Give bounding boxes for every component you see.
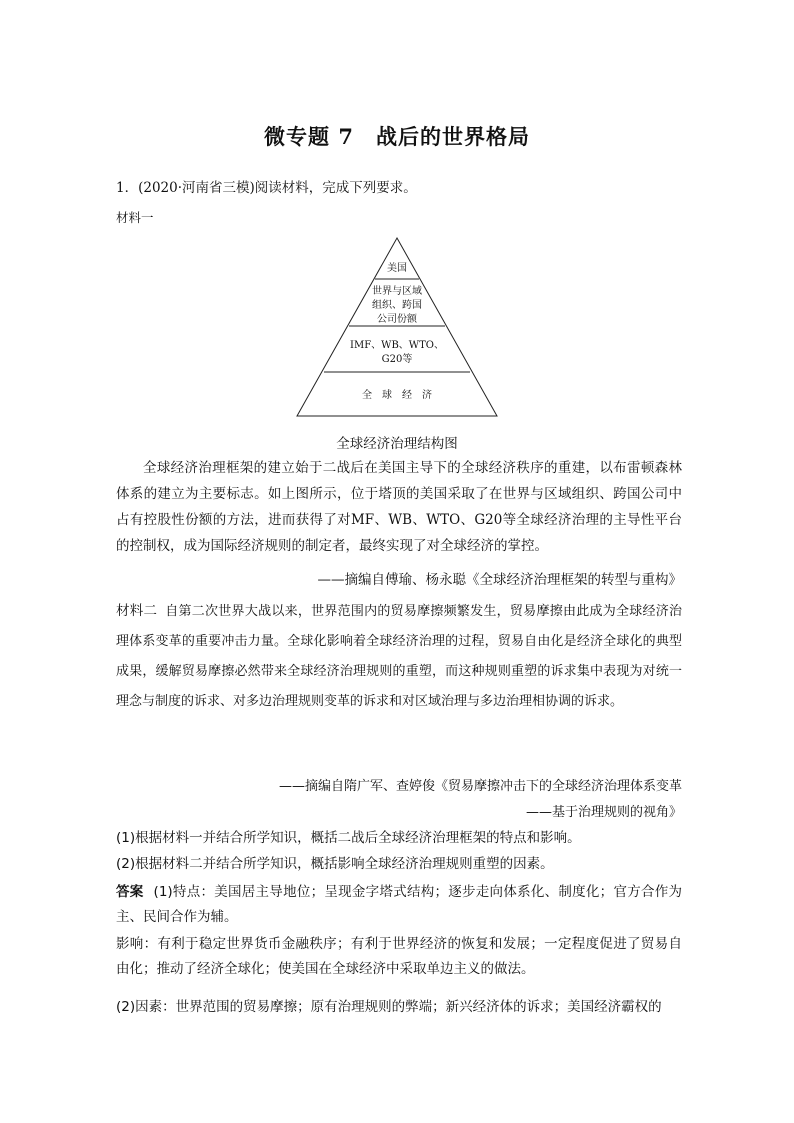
answer-label: 答案 (116, 884, 144, 900)
source2-citation-line1: ——摘编自隋广军、查婷俊《贸易摩擦冲击下的全球经济治理体系变革 (278, 779, 682, 794)
question-intro: 1．(2020·河南省三模)阅读材料，完成下列要求。 (116, 180, 417, 196)
answer-1-text: (1)特点：美国居主导地位；呈现金字塔式结构；逐步走向体系化、制度化；官方合作为主、民间合作为辅。 (116, 884, 683, 925)
tier-second-text-2: 组织、跨国 (372, 300, 422, 311)
question-2: (2)根据材料二并结合所学知识，概括影响全球经济治理规则重塑的因素。 (116, 856, 554, 872)
tier-third-text-1: IMF、WB、WTO、 (350, 340, 444, 351)
tier-second-text-1: 世界与区域 (372, 286, 422, 297)
tier-second-text-3: 公司份额 (377, 314, 417, 325)
material1-label: 材料一 (116, 210, 154, 225)
material2-block (116, 596, 682, 717)
material2-label: 材料二 (116, 603, 158, 619)
figure-caption: 全球经济治理结构图 (336, 436, 458, 452)
answer-1-impact: 影响：有利于稳定世界货币金融秩序；有利于世界经济的恢复和发展；一定程度促进了贸易自由化；推动了经济全球化；使美国在全球经济中采取单边主义的做法。 (116, 936, 682, 977)
source1-citation: ——摘编自傅瑜、杨永聪《全球经济治理框架的转型与重构》 (317, 572, 682, 588)
answer-1 (116, 880, 682, 930)
pyramid-diagram (295, 236, 499, 418)
tier-base-text: 全 球 经 济 (362, 390, 432, 401)
tier-third-text-2: G20等 (381, 354, 413, 365)
source2-citation-line2: ——基于治理规则的视角》 (525, 805, 682, 820)
tier-top-text: 美国 (387, 263, 407, 274)
question-1: (1)根据材料一并结合所学知识，概括二战后全球经济治理框架的特点和影响。 (116, 830, 581, 846)
material2-paragraph: 自第二次世界大战以来，世界范围内的贸易摩擦频繁发生，贸易摩擦由此成为全球经济治理体系变革的重要冲击力量。全球化影响着全球经济治理的过程，贸易自由化是经济全球化的典型成果，缓解贸易摩擦必然带来全球经济治理规则的重塑，而这种规则重塑的诉求集中表现为对统一理念与制度的诉求、对多边治理规则变革的诉求和对区域治理与多边治理相协调的诉求。 (116, 604, 682, 709)
answer-2: (2)因素：世界范围的贸易摩擦；原有治理规则的弊端；新兴经济体的诉求；美国经济霸权的 (116, 999, 662, 1015)
material1-paragraph: 全球经济治理框架的建立始于二战后在美国主导下的全球经济秩序的重建，以布雷顿森林体系的建立为主要标志。如上图所示，位于塔顶的美国采取了在世界与区域组织、跨国公司中占有控股性份额的方法，进而获得了对MF、WB、WTO、G20等全球经济治理的主导性平台的控制权，成为国际经济规则的制定者，最终实现了对全球经济的掌控。 (116, 460, 682, 554)
page-title: 微专题 7 战后的世界格局 (264, 124, 530, 149)
